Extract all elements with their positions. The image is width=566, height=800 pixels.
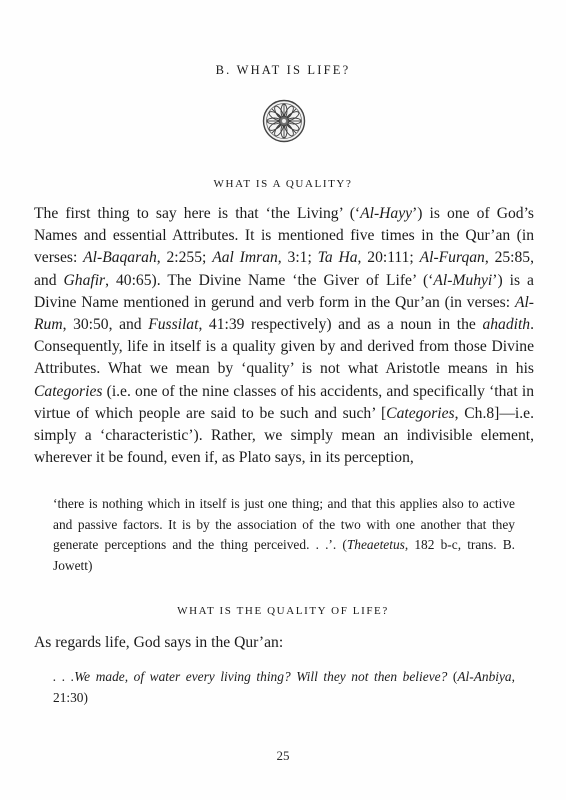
para1-run: Ta Ha <box>317 249 358 267</box>
body-paragraph-1 <box>34 203 534 469</box>
block-quote-theaetetus <box>53 494 515 576</box>
para1-run: , Ch.8]—i.e. simply a ‘characteristic’). Rather, we simply mean an indivisible element, wherever it be found, even if, as Plato says, in its perception, <box>34 404 534 467</box>
block-quote-al-anbiya <box>53 667 515 708</box>
page-number: 25 <box>276 748 290 763</box>
para1-run: Al-Rum <box>34 293 534 334</box>
para1-run: Al-Hayy <box>360 205 413 222</box>
para1-run: . Consequently, life in itself is a quality given by and derived from those Divine Attributes. What we mean by ‘quality’ is not what Aristotle means in his <box>34 316 535 378</box>
quote1-run: ‘there is nothing which in itself is just one thing; and that this applies also to active and passive factors. It is by the association of the two with one another that they generate perceptions and the thing perceived. . .’. ( <box>53 496 515 553</box>
subheading-what-is-a-quality: WHAT IS A QUALITY? <box>213 178 353 190</box>
para1-run: , 30:50, and <box>62 316 149 334</box>
para1-run: The first thing to say here is that ‘the Living’ (‘ <box>34 205 361 222</box>
quote1-run: Theaetetus <box>346 537 405 553</box>
quote2-run: . . .We made, of water every living thing? Will they not then believe? <box>53 669 448 684</box>
para1-run: (i.e. one of the nine classes of his accidents, and specifically ‘that in virtue of which people are said to be such and such’ [ <box>34 382 534 422</box>
para1-run: Al-Baqarah <box>83 249 157 267</box>
quote2-run: Al-Anbiya <box>457 669 512 684</box>
quote1-run: , 182 b-c, trans. B. Jowett) <box>53 537 515 573</box>
para1-run: ’) is a Divine Name mentioned in gerund and verb form in the Qur’an (in verses: <box>34 271 534 311</box>
para1-run: , 41:39 respectively) and as a noun in the <box>198 316 483 334</box>
subheading-quality-of-life: WHAT IS THE QUALITY OF LIFE? <box>177 605 389 617</box>
para1-run: , 25:85, and <box>34 249 535 289</box>
para1-run: Categories <box>34 382 103 400</box>
para1-run: , 40:65). The Divine Name ‘the Giver of Life’ (‘ <box>105 271 434 289</box>
para1-run: , 2:255; <box>156 249 213 267</box>
para1-run: Aal Imran <box>212 249 278 267</box>
section-heading: B. WHAT IS LIFE? <box>215 63 351 77</box>
para2-run: As regards life, God says in the Qur’an: <box>34 634 284 651</box>
para1-run: ahadith <box>482 316 531 334</box>
body-paragraph-2 <box>34 632 534 654</box>
para1-run: Al-Muhyi <box>433 271 493 289</box>
quote2-run: , 21:30) <box>53 669 515 705</box>
para1-run: Ghafir <box>63 271 106 289</box>
para1-run: Al-Furqan <box>419 249 485 267</box>
para1-run: , 20:111; <box>357 249 420 267</box>
para1-run: ’) is one of God’s Names and essential Attributes. It is mentioned five times in the Qur’an (in verses: <box>34 205 534 267</box>
ornament-icon <box>262 99 306 143</box>
quote2-run: ( <box>447 669 458 684</box>
para1-run: , 3:1; <box>277 249 318 267</box>
para1-run: Fussilat <box>148 316 199 334</box>
para1-run: Categories <box>386 404 455 422</box>
